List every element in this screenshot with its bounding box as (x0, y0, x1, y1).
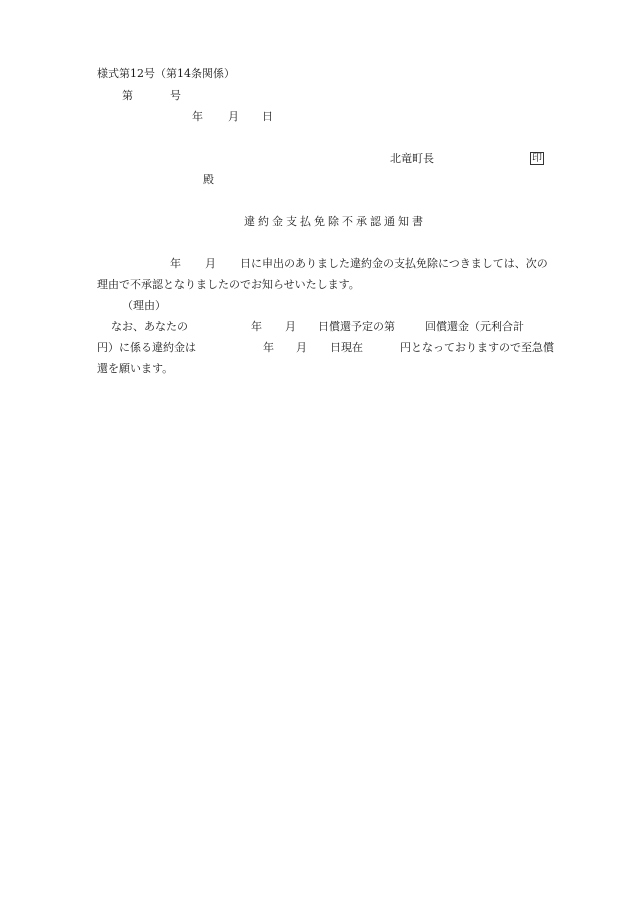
body-line5-year: 年 (263, 341, 274, 354)
body-line6: 還を願います。 (97, 362, 174, 375)
body-line4-month: 月 (285, 320, 296, 333)
body-line4-b: 日償還予定の第 (318, 320, 395, 333)
document-title: 違約金支払免除不承認通知書 (244, 215, 426, 228)
body-line2: 理由で不承認となりましたのでお知らせいたします。 (97, 278, 360, 291)
form-label: 様式第12号（第14条関係） (97, 67, 235, 80)
body-line1-text: 日に申出のありました違約金の支払免除につきましては、次の (240, 257, 548, 270)
recipient-suffix: 殿 (203, 173, 214, 186)
body-line1-month: 月 (205, 257, 216, 270)
number-suffix: 号 (170, 89, 181, 102)
date-day-label: 日 (262, 110, 273, 123)
body-line5-b: 日現在 (330, 341, 363, 354)
date-month-label: 月 (228, 110, 239, 123)
body-line4-year: 年 (251, 320, 262, 333)
seal-mark: 印 (532, 153, 542, 164)
body-line1-year: 年 (170, 257, 181, 270)
reason-label: （理由） (122, 299, 166, 312)
body-line5-month: 月 (296, 341, 307, 354)
number-prefix: 第 (122, 89, 133, 102)
body-line5-a: 円）に係る違約金は (97, 341, 196, 354)
body-line5-c: 円となっておりますので至急償 (400, 341, 554, 354)
issuer-name: 北竜町長 (390, 152, 434, 165)
body-line4-a: なお、あなたの (111, 320, 188, 333)
body-line4-c: 回償還金（元利合計 (425, 320, 524, 333)
date-year-label: 年 (192, 110, 203, 123)
